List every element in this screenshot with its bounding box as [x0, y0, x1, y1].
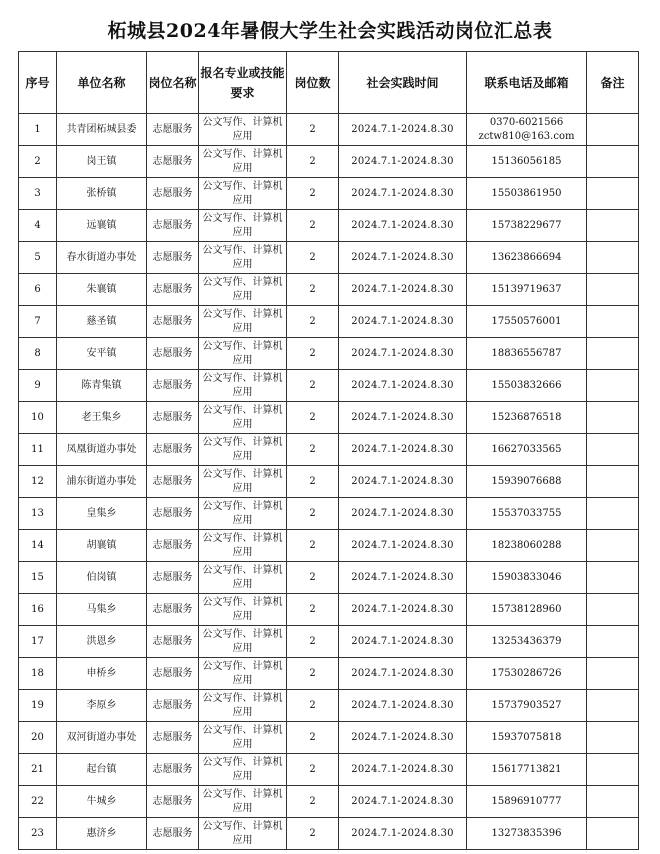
cell-period: 2024.7.1-2024.8.30: [339, 594, 467, 626]
table-row: [19, 754, 639, 786]
cell-unit: 伯岗镇: [57, 562, 147, 594]
cell-contact: [467, 530, 587, 562]
cell-seq: 13: [19, 498, 57, 530]
header-period: 社会实践时间: [339, 52, 467, 114]
contact-phone: 16627033565: [491, 443, 562, 455]
contact-phone: 15937075818: [491, 731, 562, 743]
cell-seq: 16: [19, 594, 57, 626]
cell-period: 2024.7.1-2024.8.30: [339, 466, 467, 498]
table-row: [19, 562, 639, 594]
cell-requirements: 公文写作、计算机应用: [199, 530, 287, 562]
cell-contact: [467, 786, 587, 818]
table-row: [19, 722, 639, 754]
cell-requirements: 公文写作、计算机应用: [199, 402, 287, 434]
cell-note: [587, 754, 639, 786]
cell-period: 2024.7.1-2024.8.30: [339, 402, 467, 434]
cell-contact: [467, 434, 587, 466]
table-header-row: [19, 52, 639, 114]
contact-phone: 13253436379: [491, 635, 562, 647]
table-body: [19, 114, 639, 850]
table-row: [19, 114, 639, 146]
cell-position: 志愿服务: [147, 370, 199, 402]
cell-period: 2024.7.1-2024.8.30: [339, 658, 467, 690]
cell-position: 志愿服务: [147, 626, 199, 658]
cell-note: [587, 818, 639, 850]
cell-unit: 惠济乡: [57, 818, 147, 850]
cell-requirements: 公文写作、计算机应用: [199, 562, 287, 594]
cell-requirements: 公文写作、计算机应用: [199, 274, 287, 306]
table-row: [19, 306, 639, 338]
cell-count: 2: [287, 210, 339, 242]
table-row: [19, 178, 639, 210]
cell-period: 2024.7.1-2024.8.30: [339, 498, 467, 530]
cell-note: [587, 210, 639, 242]
table-row: [19, 402, 639, 434]
cell-period: 2024.7.1-2024.8.30: [339, 690, 467, 722]
cell-note: [587, 402, 639, 434]
cell-count: 2: [287, 690, 339, 722]
table-row: [19, 274, 639, 306]
cell-requirements: 公文写作、计算机应用: [199, 210, 287, 242]
cell-note: [587, 722, 639, 754]
cell-count: 2: [287, 626, 339, 658]
cell-requirements: 公文写作、计算机应用: [199, 242, 287, 274]
cell-position: 志愿服务: [147, 754, 199, 786]
cell-note: [587, 370, 639, 402]
cell-contact: [467, 466, 587, 498]
cell-contact: [467, 370, 587, 402]
cell-position: 志愿服务: [147, 434, 199, 466]
cell-position: 志愿服务: [147, 306, 199, 338]
cell-contact: [467, 562, 587, 594]
cell-note: [587, 146, 639, 178]
table-row: [19, 466, 639, 498]
cell-period: 2024.7.1-2024.8.30: [339, 114, 467, 146]
cell-seq: 7: [19, 306, 57, 338]
cell-note: [587, 242, 639, 274]
contact-phone: 15139719637: [491, 283, 562, 295]
cell-count: 2: [287, 754, 339, 786]
table-row: [19, 594, 639, 626]
table-row: [19, 338, 639, 370]
positions-table: [18, 51, 639, 850]
cell-seq: 3: [19, 178, 57, 210]
contact-email: zctw810@163.com: [478, 130, 575, 142]
cell-position: 志愿服务: [147, 530, 199, 562]
cell-count: 2: [287, 402, 339, 434]
cell-contact: [467, 658, 587, 690]
cell-period: 2024.7.1-2024.8.30: [339, 626, 467, 658]
contact-phone: 15738128960: [491, 603, 562, 615]
cell-requirements: 公文写作、计算机应用: [199, 466, 287, 498]
cell-position: 志愿服务: [147, 178, 199, 210]
table-row: [19, 242, 639, 274]
cell-note: [587, 786, 639, 818]
page-title: 柘城县2024年暑假大学生社会实践活动岗位汇总表: [107, 20, 553, 42]
cell-requirements: 公文写作、计算机应用: [199, 370, 287, 402]
contact-phone: 15537033755: [491, 507, 562, 519]
cell-position: 志愿服务: [147, 818, 199, 850]
cell-unit: 凤凰街道办事处: [57, 434, 147, 466]
cell-seq: 17: [19, 626, 57, 658]
cell-note: [587, 626, 639, 658]
cell-position: 志愿服务: [147, 498, 199, 530]
cell-count: 2: [287, 530, 339, 562]
cell-unit: 陈青集镇: [57, 370, 147, 402]
cell-seq: 22: [19, 786, 57, 818]
cell-contact: [467, 178, 587, 210]
cell-period: 2024.7.1-2024.8.30: [339, 786, 467, 818]
cell-contact: [467, 594, 587, 626]
cell-seq: 8: [19, 338, 57, 370]
cell-period: 2024.7.1-2024.8.30: [339, 370, 467, 402]
cell-position: 志愿服务: [147, 242, 199, 274]
cell-note: [587, 498, 639, 530]
cell-seq: 18: [19, 658, 57, 690]
contact-phone: 15903833046: [491, 571, 562, 583]
contact-phone: 15503861950: [491, 187, 562, 199]
cell-unit: 安平镇: [57, 338, 147, 370]
cell-unit: 起台镇: [57, 754, 147, 786]
cell-position: 志愿服务: [147, 114, 199, 146]
contact-phone: 15737903527: [491, 699, 562, 711]
cell-contact: [467, 818, 587, 850]
cell-requirements: 公文写作、计算机应用: [199, 626, 287, 658]
cell-unit: 共青团柘城县委: [57, 114, 147, 146]
cell-requirements: 公文写作、计算机应用: [199, 114, 287, 146]
cell-requirements: 公文写作、计算机应用: [199, 178, 287, 210]
cell-unit: 皇集乡: [57, 498, 147, 530]
cell-unit: 洪恩乡: [57, 626, 147, 658]
cell-contact: [467, 114, 587, 146]
cell-seq: 21: [19, 754, 57, 786]
cell-seq: 10: [19, 402, 57, 434]
cell-seq: 14: [19, 530, 57, 562]
cell-contact: [467, 274, 587, 306]
cell-contact: [467, 146, 587, 178]
cell-unit: 双河街道办事处: [57, 722, 147, 754]
cell-count: 2: [287, 338, 339, 370]
cell-count: 2: [287, 786, 339, 818]
cell-count: 2: [287, 274, 339, 306]
header-note: 备注: [587, 52, 639, 114]
cell-unit: 朱襄镇: [57, 274, 147, 306]
cell-seq: 11: [19, 434, 57, 466]
cell-count: 2: [287, 658, 339, 690]
cell-note: [587, 562, 639, 594]
cell-contact: [467, 306, 587, 338]
cell-count: 2: [287, 434, 339, 466]
cell-note: [587, 306, 639, 338]
cell-count: 2: [287, 306, 339, 338]
cell-position: 志愿服务: [147, 338, 199, 370]
header-requirements: 报名专业或技能要求: [199, 52, 287, 114]
header-contact: 联系电话及邮箱: [467, 52, 587, 114]
cell-period: 2024.7.1-2024.8.30: [339, 210, 467, 242]
cell-position: 志愿服务: [147, 402, 199, 434]
cell-count: 2: [287, 370, 339, 402]
table-row: [19, 690, 639, 722]
cell-note: [587, 530, 639, 562]
contact-phone: 15503832666: [491, 379, 562, 391]
table-row: [19, 210, 639, 242]
table-row: [19, 498, 639, 530]
cell-position: 志愿服务: [147, 146, 199, 178]
cell-note: [587, 338, 639, 370]
contact-phone: 0370-6021566: [489, 116, 564, 128]
cell-note: [587, 690, 639, 722]
cell-unit: 申桥乡: [57, 658, 147, 690]
cell-count: 2: [287, 242, 339, 274]
cell-period: 2024.7.1-2024.8.30: [339, 434, 467, 466]
cell-requirements: 公文写作、计算机应用: [199, 786, 287, 818]
cell-note: [587, 274, 639, 306]
cell-position: 志愿服务: [147, 658, 199, 690]
cell-count: 2: [287, 178, 339, 210]
cell-requirements: 公文写作、计算机应用: [199, 818, 287, 850]
cell-unit: 春水街道办事处: [57, 242, 147, 274]
cell-unit: 老王集乡: [57, 402, 147, 434]
cell-contact: [467, 626, 587, 658]
cell-requirements: 公文写作、计算机应用: [199, 146, 287, 178]
cell-period: 2024.7.1-2024.8.30: [339, 818, 467, 850]
cell-contact: [467, 498, 587, 530]
cell-contact: [467, 210, 587, 242]
cell-seq: 20: [19, 722, 57, 754]
cell-period: 2024.7.1-2024.8.30: [339, 242, 467, 274]
cell-position: 志愿服务: [147, 594, 199, 626]
table-row: [19, 658, 639, 690]
contact-phone: 15136056185: [491, 155, 562, 167]
cell-requirements: 公文写作、计算机应用: [199, 690, 287, 722]
contact-phone: 17550576001: [491, 315, 562, 327]
contact-phone: 15939076688: [491, 475, 562, 487]
contact-phone: 15617713821: [491, 763, 562, 775]
cell-contact: [467, 754, 587, 786]
cell-count: 2: [287, 562, 339, 594]
contact-phone: 18836556787: [491, 347, 562, 359]
table-row: [19, 370, 639, 402]
cell-position: 志愿服务: [147, 722, 199, 754]
cell-unit: 浦东街道办事处: [57, 466, 147, 498]
cell-period: 2024.7.1-2024.8.30: [339, 562, 467, 594]
cell-position: 志愿服务: [147, 274, 199, 306]
contact-phone: 18238060288: [491, 539, 562, 551]
cell-seq: 23: [19, 818, 57, 850]
cell-period: 2024.7.1-2024.8.30: [339, 178, 467, 210]
cell-seq: 6: [19, 274, 57, 306]
contact-phone: 13273835396: [491, 827, 562, 839]
cell-seq: 15: [19, 562, 57, 594]
cell-unit: 岗王镇: [57, 146, 147, 178]
cell-period: 2024.7.1-2024.8.30: [339, 530, 467, 562]
cell-unit: 牛城乡: [57, 786, 147, 818]
cell-seq: 9: [19, 370, 57, 402]
cell-count: 2: [287, 146, 339, 178]
cell-requirements: 公文写作、计算机应用: [199, 306, 287, 338]
cell-note: [587, 114, 639, 146]
cell-position: 志愿服务: [147, 786, 199, 818]
cell-count: 2: [287, 466, 339, 498]
cell-requirements: 公文写作、计算机应用: [199, 722, 287, 754]
contact-phone: 13623866694: [491, 251, 562, 263]
table-row: [19, 434, 639, 466]
header-position: 岗位名称: [147, 52, 199, 114]
cell-requirements: 公文写作、计算机应用: [199, 658, 287, 690]
cell-period: 2024.7.1-2024.8.30: [339, 274, 467, 306]
cell-requirements: 公文写作、计算机应用: [199, 338, 287, 370]
cell-requirements: 公文写作、计算机应用: [199, 594, 287, 626]
table-row: [19, 530, 639, 562]
table-row: [19, 786, 639, 818]
table-row: [19, 146, 639, 178]
cell-period: 2024.7.1-2024.8.30: [339, 338, 467, 370]
cell-unit: 张桥镇: [57, 178, 147, 210]
cell-count: 2: [287, 498, 339, 530]
cell-position: 志愿服务: [147, 210, 199, 242]
cell-contact: [467, 722, 587, 754]
cell-position: 志愿服务: [147, 562, 199, 594]
header-unit: 单位名称: [57, 52, 147, 114]
header-seq: 序号: [19, 52, 57, 114]
cell-note: [587, 434, 639, 466]
cell-count: 2: [287, 114, 339, 146]
cell-count: 2: [287, 818, 339, 850]
cell-unit: 远襄镇: [57, 210, 147, 242]
header-count: 岗位数: [287, 52, 339, 114]
cell-period: 2024.7.1-2024.8.30: [339, 306, 467, 338]
cell-requirements: 公文写作、计算机应用: [199, 754, 287, 786]
cell-seq: 5: [19, 242, 57, 274]
cell-count: 2: [287, 594, 339, 626]
cell-seq: 19: [19, 690, 57, 722]
cell-unit: 李原乡: [57, 690, 147, 722]
cell-unit: 马集乡: [57, 594, 147, 626]
cell-seq: 1: [19, 114, 57, 146]
cell-note: [587, 466, 639, 498]
contact-phone: 15896910777: [491, 795, 562, 807]
contact-phone: 15738229677: [491, 219, 562, 231]
cell-unit: 慈圣镇: [57, 306, 147, 338]
cell-contact: [467, 242, 587, 274]
cell-seq: 12: [19, 466, 57, 498]
cell-note: [587, 178, 639, 210]
cell-contact: [467, 338, 587, 370]
table-row: [19, 626, 639, 658]
cell-seq: 4: [19, 210, 57, 242]
cell-period: 2024.7.1-2024.8.30: [339, 722, 467, 754]
cell-period: 2024.7.1-2024.8.30: [339, 146, 467, 178]
cell-position: 志愿服务: [147, 466, 199, 498]
cell-note: [587, 658, 639, 690]
cell-count: 2: [287, 722, 339, 754]
cell-requirements: 公文写作、计算机应用: [199, 434, 287, 466]
cell-unit: 胡襄镇: [57, 530, 147, 562]
cell-position: 志愿服务: [147, 690, 199, 722]
contact-phone: 17530286726: [491, 667, 562, 679]
cell-contact: [467, 690, 587, 722]
table-row: [19, 818, 639, 850]
cell-requirements: 公文写作、计算机应用: [199, 498, 287, 530]
cell-period: 2024.7.1-2024.8.30: [339, 754, 467, 786]
contact-phone: 15236876518: [491, 411, 562, 423]
cell-seq: 2: [19, 146, 57, 178]
cell-contact: [467, 402, 587, 434]
cell-note: [587, 594, 639, 626]
